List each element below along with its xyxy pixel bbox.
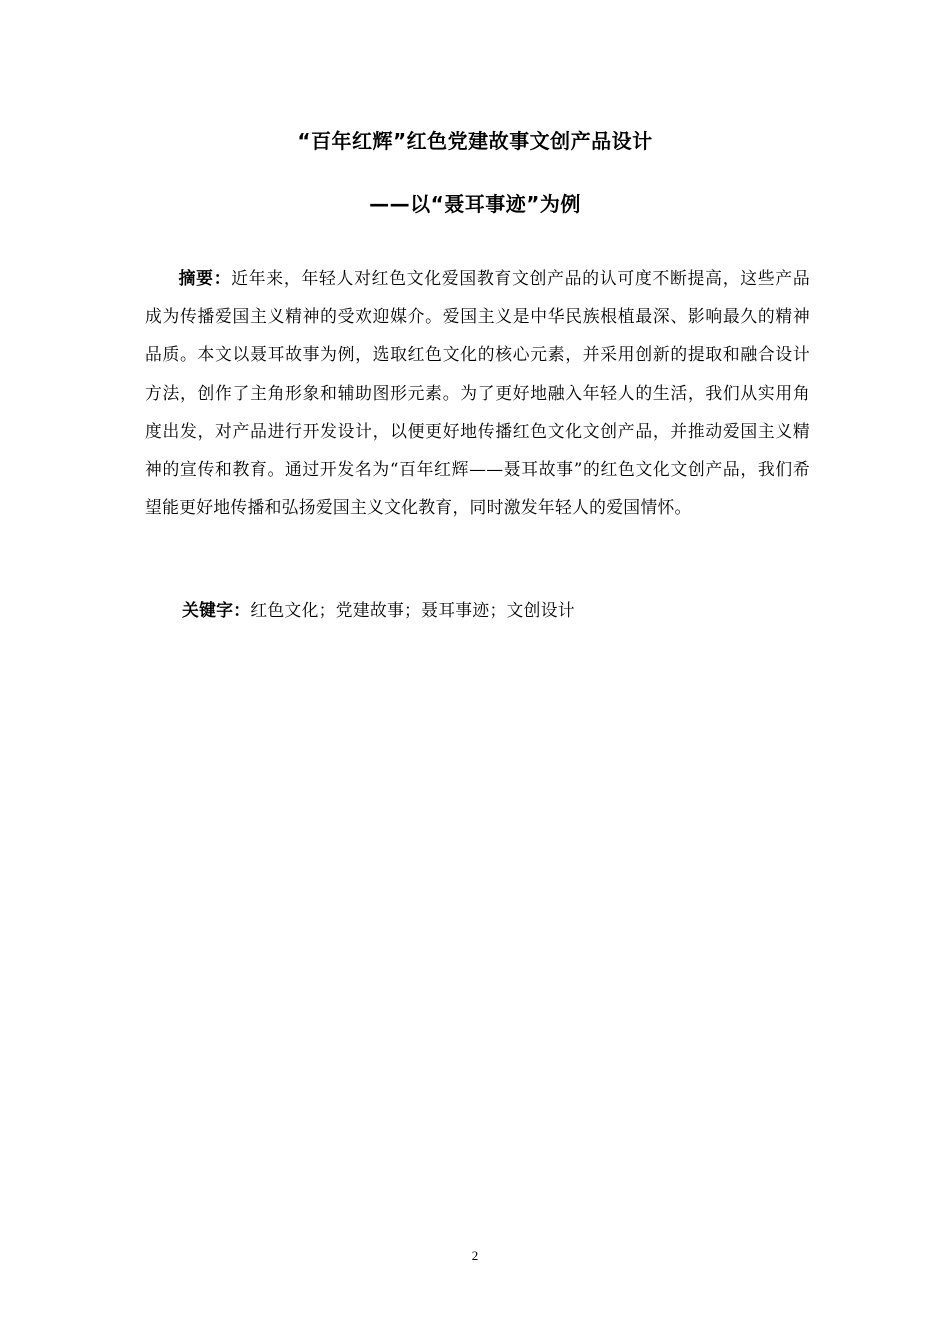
document-title: “百年红辉”红色党建故事文创产品设计	[297, 129, 653, 153]
keywords-text: 红色文化；党建故事；聂耳事迹；文创设计	[250, 600, 575, 620]
keywords-line	[182, 596, 575, 624]
abstract-text: 近年来，年轻人对红色文化爱国教育文创产品的认可度不断提高，这些产品成为传播爱国主义精神的受欢迎媒介。爱国主义是中华民族根植最深、影响最久的精神品质。本文以聂耳故事为例，选取红色文化的核心元素，并采用创新的提取和融合设计方法，创作了主角形象和辅助图形元素。为了更好地融入年轻人的生活，我们从实用角度出发，对产品进行开发设计，以便更好地传播红色文化文创产品，并推动爱国主义精神的宣传和教育。通过开发名为“百年红辉——聂耳故事”的红色文化文创产品，我们希望能更好地传播和弘扬爱国主义文化教育，同时激发年轻人的爱国情怀。	[145, 268, 810, 518]
keywords-label: 关键字：	[182, 600, 251, 620]
document-subtitle: ——以“聂耳事迹”为例	[369, 192, 581, 216]
page-number: 2	[471, 1248, 479, 1263]
abstract-paragraph	[145, 259, 810, 526]
abstract-label: 摘要：	[178, 268, 232, 288]
